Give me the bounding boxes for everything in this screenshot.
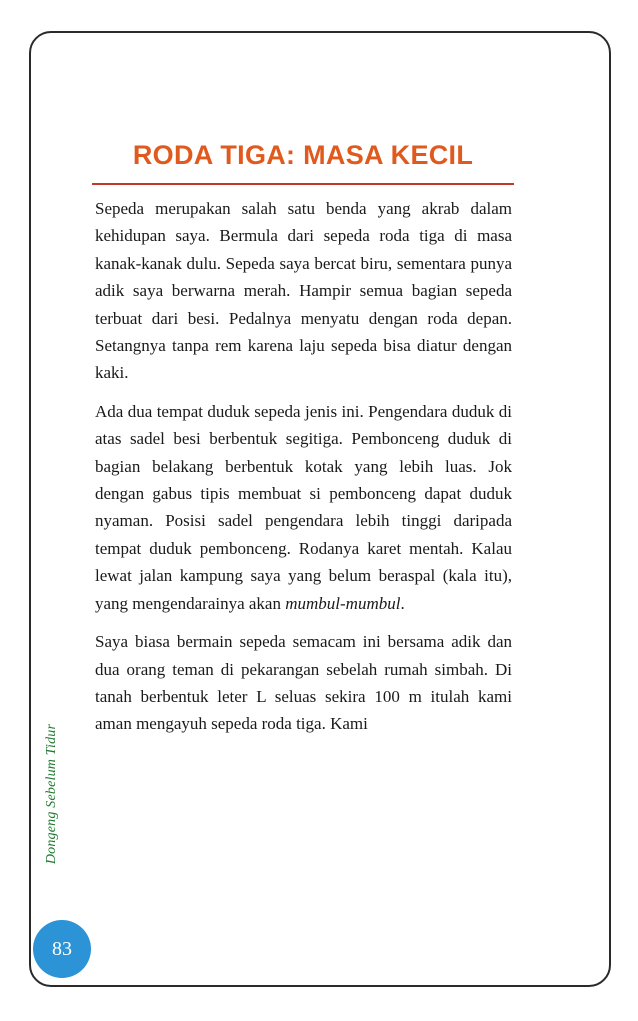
body-text: [95, 195, 512, 749]
running-title-text: Dongeng Sebelum Tidur: [44, 723, 59, 865]
paragraph-2-end: .: [400, 593, 405, 613]
italic-phrase: mumbul-mumbul: [285, 593, 401, 613]
paragraph-2-text: Ada dua tempat duduk sepeda jenis ini. Pengendara duduk di atas sadel besi berbentuk segitiga. Pembonceng duduk di bagian belakang berbentuk kotak yang lebih luas. Jok dengan gabus tipis membuat si pembonceng dapat duduk nyaman. Posisi sadel pengendara lebih tinggi daripada tempat duduk pembonceng. Rodanya karet mentah. Kalau lewat jalan kampung saya yang belum beraspal (kala itu), yang mengendarainya akan: [95, 401, 512, 613]
page-number: 83: [52, 938, 72, 960]
paragraph-3: Saya biasa bermain sepeda semacam ini bersama adik dan dua orang teman di pekarangan sebelah rumah simbah. Di tanah berbentuk leter L seluas sekira 100 m itulah kami aman mengayuh sepeda roda tiga. Kami: [95, 632, 512, 734]
chapter-title: RODA TIGA: MASA KECIL: [132, 140, 474, 170]
paragraph-1: Sepeda merupakan salah satu benda yang akrab dalam kehidupan saya. Bermula dari sepeda roda tiga di masa kanak-kanak dulu. Sepeda saya bercat biru, sementara punya adik saya berwarna merah. Hampir semua bagian sepeda terbuat dari besi. Pedalnya menyatu dengan roda depan. Setangnya tanpa rem karena laju sepeda bisa diatur dengan kaki.: [95, 199, 512, 383]
page-number-badge: [33, 920, 91, 978]
title-underline: [92, 183, 514, 185]
paragraph-2: [95, 398, 512, 617]
running-title: [40, 711, 64, 877]
